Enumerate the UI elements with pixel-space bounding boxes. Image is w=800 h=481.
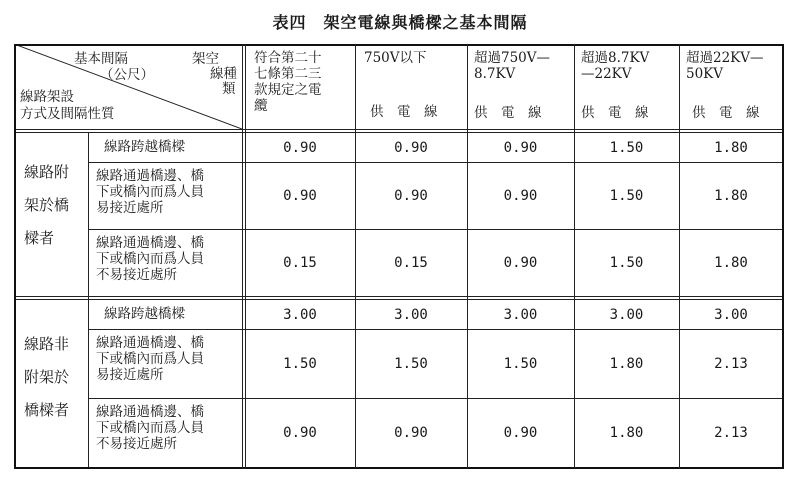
rule-col-3 <box>467 44 468 469</box>
clearance-value: 1.80 <box>609 356 644 372</box>
row-description <box>90 162 242 229</box>
group-2-label-line1: 線路非 <box>24 335 70 353</box>
clearance-value: 1.50 <box>283 356 317 372</box>
clearance-value: 0.90 <box>283 139 317 156</box>
clearance-value: 0.90 <box>394 188 428 204</box>
clearance-value: 1.50 <box>609 139 644 156</box>
clearance-value: 1.80 <box>609 425 644 441</box>
clearance-value: 3.00 <box>714 306 748 323</box>
group-2-label-line3: 橋樑者 <box>24 401 70 419</box>
row-description <box>90 398 242 467</box>
clearance-value: 0.90 <box>503 255 538 271</box>
header-col-5 <box>680 44 784 129</box>
clearance-value: 1.80 <box>714 188 748 204</box>
group-1-label-line3: 樑者 <box>24 229 55 247</box>
row-description-line: 易接近處所 <box>96 200 164 216</box>
rule-top <box>14 44 784 46</box>
row-description-line: 不易接近處所 <box>96 267 177 283</box>
corner-line-type-3: 類 <box>222 81 236 97</box>
header-col-4-supply: 供 電 線 <box>581 105 649 121</box>
rule-col-2 <box>355 44 356 469</box>
row-description <box>90 132 242 162</box>
header-col-5-supply: 供 電 線 <box>692 105 760 121</box>
header-col-1-line2: 七條第二三 <box>254 66 322 82</box>
header-col-2-line1: 750V以下 <box>364 50 427 66</box>
corner-spacing-label: 基本間隔 <box>74 51 128 67</box>
header-col-4-line2: —22KV <box>581 66 632 82</box>
rule-col-5 <box>679 44 680 469</box>
header-col-2-supply: 供 電 線 <box>370 104 438 120</box>
header-col-4 <box>575 44 678 129</box>
row-description <box>90 329 242 398</box>
rule-desc-col-2 <box>245 44 246 469</box>
row-description-line: 線路跨越橋樑 <box>104 306 185 322</box>
row-description-line: 下或橋內而爲人員 <box>96 351 204 367</box>
group-label-not-attached <box>24 336 69 435</box>
clearance-value: 1.50 <box>609 188 644 204</box>
clearance-value: 1.50 <box>394 356 428 372</box>
row-description-line: 下或橋內而爲人員 <box>96 251 204 267</box>
clearance-value: 0.15 <box>283 255 317 271</box>
row-description-line: 線路通過橋邊、橋 <box>96 235 204 251</box>
row-description-line: 線路通過橋邊、橋 <box>96 404 204 420</box>
row-description-line: 線路通過橋邊、橋 <box>96 168 204 184</box>
header-col-2 <box>356 44 466 129</box>
rule-right <box>782 44 784 469</box>
row-description-line: 線路通過橋邊、橋 <box>96 335 204 351</box>
rule-header-bottom-2 <box>14 132 784 133</box>
header-col-3-supply: 供 電 線 <box>474 105 542 121</box>
header-corner <box>14 44 242 129</box>
header-col-1-line1: 符合第二十 <box>254 50 322 66</box>
table-title: 表四 架空電線與橋樑之基本間隔 <box>272 13 528 32</box>
rule-desc-col <box>242 44 243 469</box>
header-col-5-line2: 50KV <box>686 66 724 82</box>
corner-line-type-2: 線種 <box>210 66 237 82</box>
row-description-line: 下或橋內而爲人員 <box>96 184 204 200</box>
corner-row-label-2: 方式及間隔性質 <box>20 106 115 122</box>
clearance-value: 3.00 <box>394 306 428 323</box>
header-col-1-line3: 款規定之電 <box>254 82 322 98</box>
rule-group-col <box>88 132 89 467</box>
row-description <box>90 229 242 296</box>
row-description-line: 線路跨越橋樑 <box>104 139 185 155</box>
header-col-4-line1: 超過8.7KV <box>581 50 650 66</box>
group-label-attached <box>24 164 69 263</box>
rule-group-split-2 <box>14 299 784 300</box>
header-col-5-line1: 超過22KV— <box>686 50 764 66</box>
clearance-value: 1.50 <box>609 255 644 271</box>
clearance-value: 1.80 <box>714 139 748 156</box>
clearance-value: 0.90 <box>503 139 538 156</box>
clearance-value: 3.00 <box>503 306 538 323</box>
clearance-value: 0.90 <box>394 139 428 156</box>
clearance-value: 0.90 <box>503 188 538 204</box>
clearance-value: 3.00 <box>283 306 317 323</box>
header-col-1-line4: 纜 <box>254 98 268 114</box>
clearance-value: 0.90 <box>394 425 428 441</box>
row-description-line: 下或橋內而爲人員 <box>96 420 204 436</box>
row-description-line: 不易接近處所 <box>96 436 177 452</box>
clearance-table <box>14 44 784 469</box>
row-description-line: 易接近處所 <box>96 367 164 383</box>
clearance-value: 1.50 <box>503 356 538 372</box>
row-description <box>90 299 242 329</box>
clearance-value: 0.90 <box>283 188 317 204</box>
header-col-3 <box>468 44 573 129</box>
header-col-3-line2: 8.7KV <box>474 66 516 82</box>
rule-col-4 <box>574 44 575 469</box>
rule-bottom <box>14 467 784 469</box>
group-1-label-line2: 架於橋 <box>24 196 70 214</box>
clearance-value: 0.90 <box>503 425 538 441</box>
clearance-value: 0.15 <box>394 255 428 271</box>
clearance-value: 3.00 <box>609 306 644 323</box>
rule-group-split <box>14 296 784 297</box>
header-col-1 <box>246 44 354 129</box>
clearance-value: 2.13 <box>714 425 748 441</box>
corner-row-label-1: 線路架設 <box>20 89 74 105</box>
clearance-value: 0.90 <box>283 425 317 441</box>
group-1-label-line1: 線路附 <box>24 163 70 181</box>
rule-header-bottom <box>14 129 784 130</box>
header-col-3-line1: 超過750V— <box>474 50 551 66</box>
corner-unit-label: （公尺） <box>100 67 154 83</box>
clearance-value: 1.80 <box>714 255 748 271</box>
corner-line-type-1: 架空 <box>192 51 219 67</box>
group-2-label-line2: 附架於 <box>24 368 70 386</box>
rule-left <box>14 44 16 469</box>
clearance-value: 2.13 <box>714 356 748 372</box>
